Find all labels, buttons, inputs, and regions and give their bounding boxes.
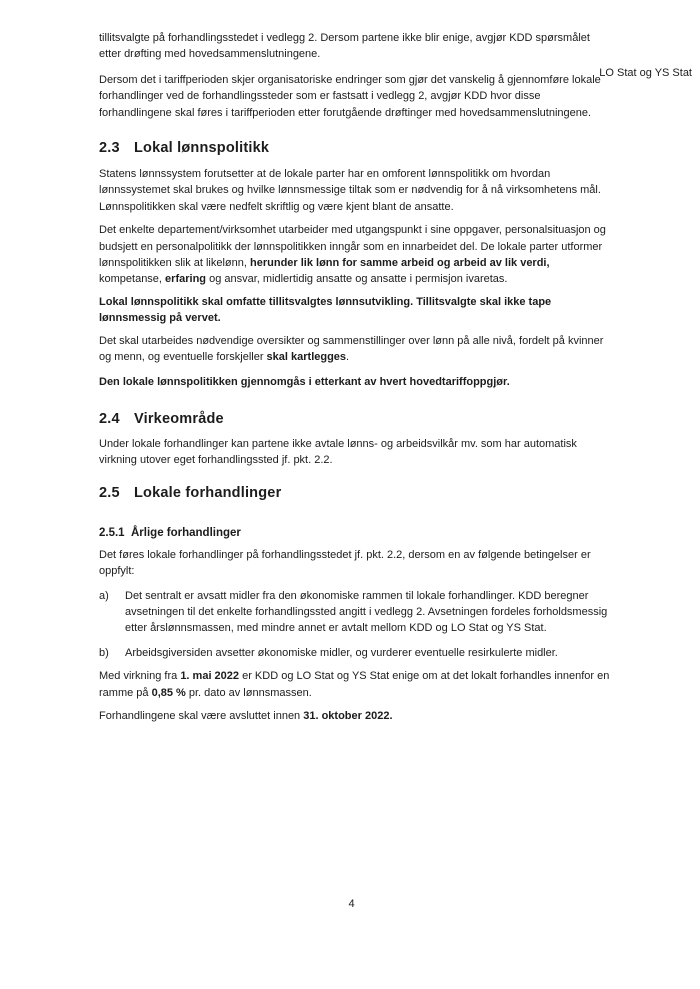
list-marker-b: b) — [99, 646, 109, 659]
paragraph-betingelser-intro: Det føres lokale forhandlinger på forhandlingsstedet jf. pkt. 2.2, dersom en av følgende betingelser er oppfylt: — [99, 548, 591, 578]
list-marker-a: a) — [99, 589, 109, 602]
paragraph-lokal-lonnspolitikk-tillitsvalgte: Lokal lønnspolitikk skal omfatte tillitsvalgtes lønnsutvikling. Tillitsvalgte skal ikke tape lønnsmessig på vervet. — [99, 295, 552, 325]
text-run-bold: 0,85 % — [151, 686, 186, 699]
text-run-bold: herunder lik lønn for samme arbeid og arbeid av lik verdi, — [250, 257, 550, 270]
subsection-number: 2.5.1 — [99, 526, 125, 539]
section-title: Lokal lønnspolitikk — [134, 140, 270, 157]
text-run: Forhandlingene skal være avsluttet innen — [99, 709, 304, 722]
text-run-bold: erfaring — [165, 273, 207, 286]
paragraph-tillitsvalgte: tillitsvalgte på forhandlingsstedet i vedlegg 2. Dersom partene ikke blir enige, avgjør KDD spørsmålet etter drøfting med hovedsammenslutningene. — [99, 32, 590, 61]
text-run: er KDD og LO Stat og YS Stat enige om at det lokalt forhandles innenfor en ramme på — [99, 670, 610, 699]
paragraph-avsluttet-frist — [99, 708, 611, 724]
document-content — [99, 0, 611, 724]
section-heading-2-3 — [99, 139, 611, 157]
paragraph-statens-lonnssystem: Statens lønnssystem forutsetter at de lokale parter har en omforent lønnspolitikk om hvordan lønnssystemet skal brukes og hvilke lønnsmessige tiltak som er nødvendig for å nå virksomhetens mål. Lønnspolitikken skal være nedfelt skriftlig og være kjent blant de ansatte. — [99, 168, 601, 213]
paragraph-virkeomrade: Under lokale forhandlinger kan partene ikke avtale lønns- og arbeidsvilkår mv. som har automatisk virkning utover eget forhandlingssted jf. pkt. 2.2. — [99, 437, 577, 467]
paragraph-tariffperioden-endringer: Dersom det i tariffperioden skjer organisatoriske endringer som gjør det vanskelig å gjennomføre lokale forhandlinger ved de forhandlingssteder som er fastsatt i vedlegg 2, avgjør KDD hvor disse forhandlingene skal føres i tariffperioden etter forutgående drøftinger med hovedsammenslutningene. — [99, 73, 601, 119]
paragraph-oversikter-sammenstillinger — [99, 333, 611, 366]
text-run: Det enkelte departement/virksomhet utarbeider med utgangspunkt i sine oppgaver, personalsituasjon og budsjett en personalpolitikk der lønnspolitikken inngår som en innarbeidet del. De lokale parter utformer lønnspolitikken slik at likelønn, — [99, 224, 606, 270]
section-heading-2-5 — [99, 484, 611, 502]
text-run: . — [346, 351, 350, 364]
text-run-bold: skal kartlegges — [266, 351, 347, 364]
section-title: Lokale forhandlinger — [134, 484, 282, 501]
paragraph-gjennomgas-hovedtariffoppgjor: Den lokale lønnspolitikken gjennomgås i etterkant av hvert hovedtariffoppgjør. — [99, 375, 510, 388]
page-number: 4 — [348, 898, 355, 910]
section-title: Virkeområde — [134, 410, 224, 427]
subsection-title: Årlige forhandlinger — [131, 526, 241, 539]
list-item-b — [99, 645, 611, 661]
list-item-a-text: Det sentralt er avsatt midler fra den økonomiske rammen til lokale forhandlinger. KDD beregner avsetningen til det enkelte forhandlingssted angitt i vedlegg 2. Avsetningen fordeles forholdsmessig etter årslønnsmassen, med mindre annet er avtalt mellom KDD og LO Stat og YS Stat. — [125, 589, 608, 635]
section-number: 2.3 — [99, 140, 120, 157]
section-number: 2.4 — [99, 410, 120, 427]
subsection-heading-2-5-1 — [99, 526, 611, 540]
paragraph-virkning-ramme — [99, 668, 611, 701]
text-run: pr. dato av lønnsmassen. — [185, 686, 312, 699]
text-run-bold: 1. mai 2022 — [180, 670, 240, 683]
text-run: Det skal utarbeides nødvendige oversikter og sammenstillinger over lønn på alle nivå, fordelt på kvinner og menn, og eventuelle forskjeller — [99, 334, 604, 364]
paragraph-departement-virksomhet — [99, 222, 611, 288]
text-run: og ansvar, midlertidig ansatte og ansatte i permisjon ivaretas. — [206, 273, 508, 286]
text-run-bold: 31. oktober 2022. — [303, 709, 393, 722]
header-org-label: LO Stat og YS Stat — [599, 67, 692, 79]
list-item-b-text: Arbeidsgiversiden avsetter økonomiske midler, og vurderer eventuelle resirkulerte midler. — [125, 646, 558, 659]
list-item-a — [99, 588, 611, 637]
section-heading-2-4 — [99, 410, 611, 428]
text-run: kompetanse, — [99, 273, 166, 286]
section-number: 2.5 — [99, 484, 120, 501]
text-run: Med virkning fra — [99, 670, 181, 683]
